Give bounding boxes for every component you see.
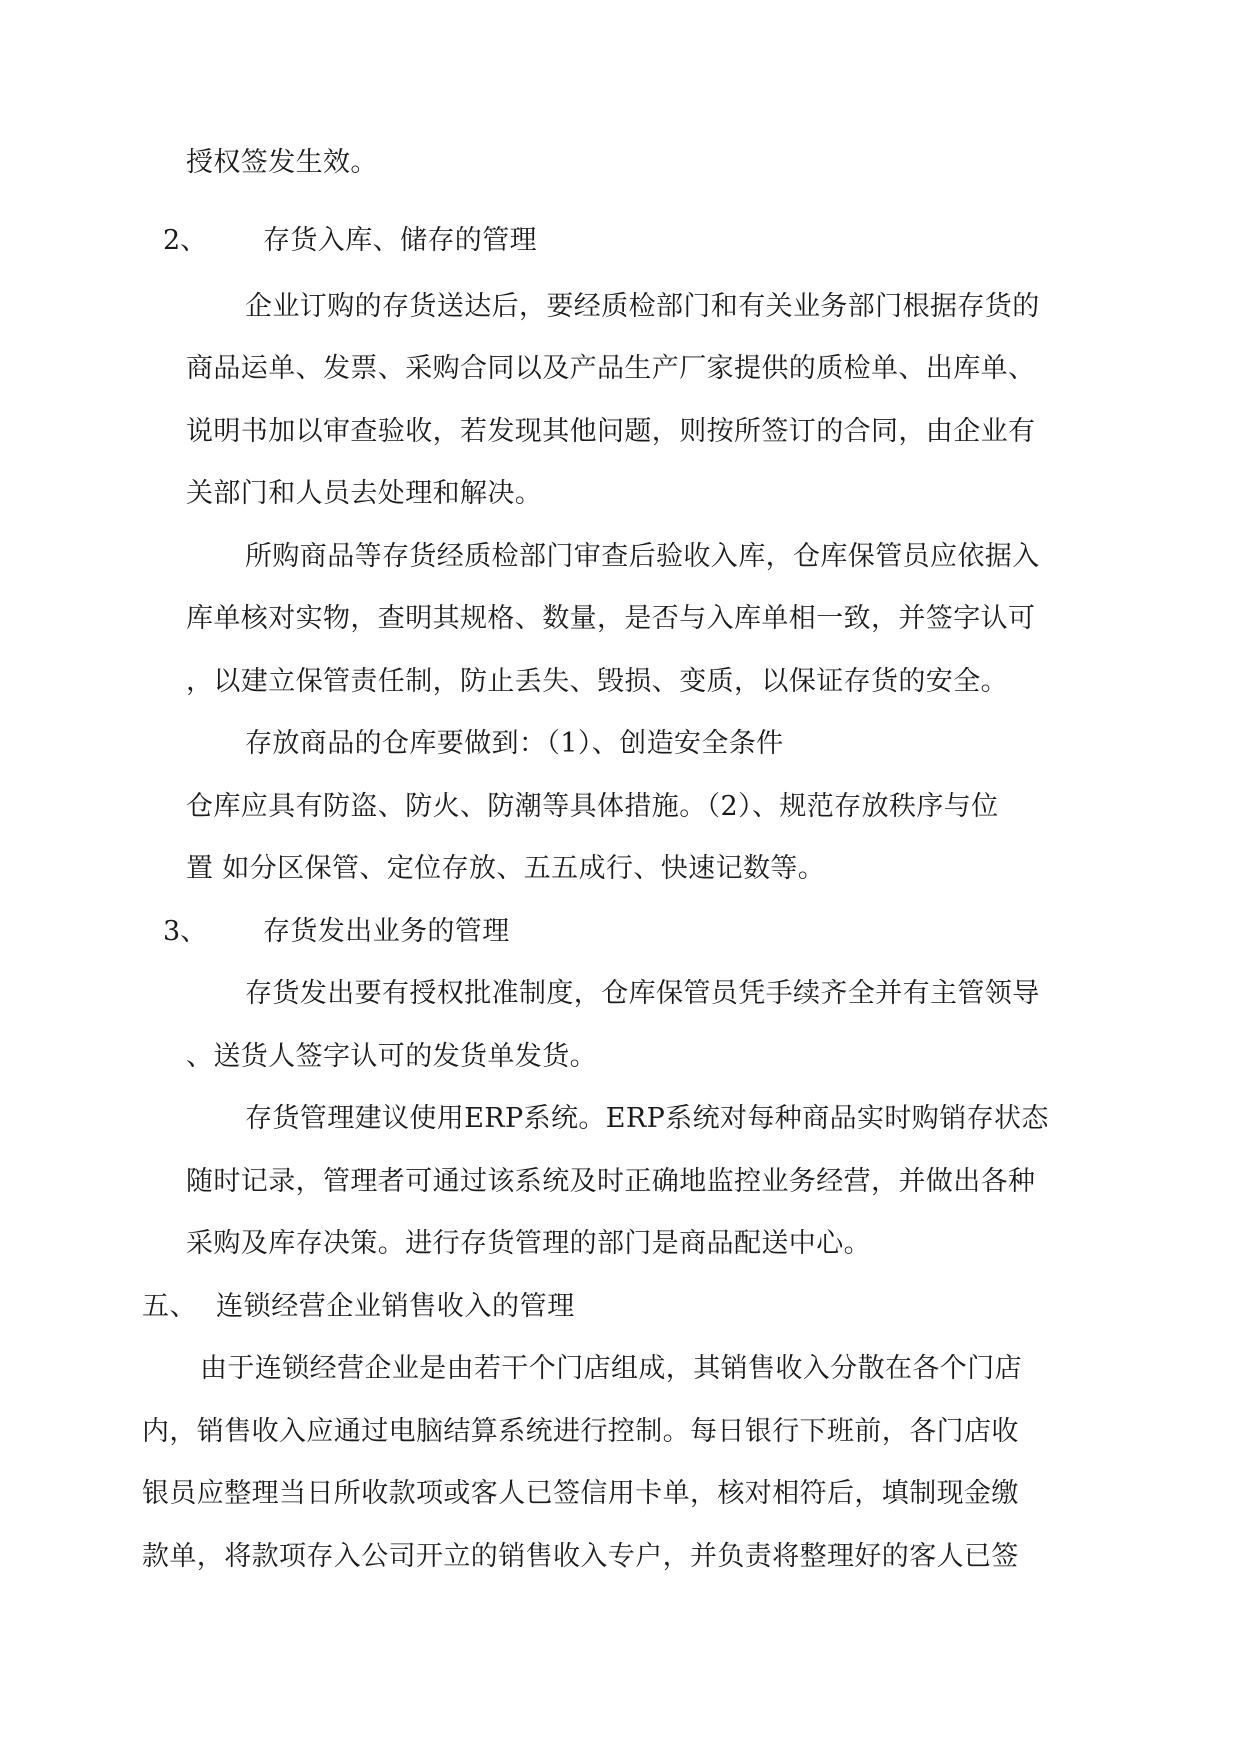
chapter-number-5: 五、 [142, 1291, 198, 1322]
text-line-1: 授权签发生效。 [186, 147, 378, 178]
text-line-16: 、送货人签字认可的发货单发货。 [186, 1041, 597, 1072]
section-title-3: 存货发出业务的管理 [263, 916, 510, 947]
text-line-23: 内，销售收入应通过电脑结算系统进行控制。每日银行下班前，各门店收 [142, 1416, 1019, 1447]
section-number-3: 3、 [163, 916, 208, 947]
section-title-2: 存货入库、储存的管理 [263, 225, 537, 256]
text-line-4: 商品运单、发票、采购合同以及产品生产厂家提供的质检单、出库单、 [186, 353, 1036, 384]
text-line-19: 采购及库存决策。进行存货管理的部门是商品配送中心。 [186, 1228, 871, 1259]
section-number-2: 2、 [163, 225, 208, 256]
text-line-5: 说明书加以审查验收，若发现其他问题，则按所签订的合同，由企业有 [186, 416, 1036, 447]
chapter-title-5: 连锁经营企业销售收入的管理 [216, 1291, 575, 1322]
text-line-11: 仓库应具有防盗、防火、防潮等具体措施。（2）、规范存放秩序与位 [186, 791, 999, 822]
text-line-22: 由于连锁经营企业是由若干个门店组成，其销售收入分散在各个门店 [200, 1353, 1022, 1384]
text-line-12: 置 如分区保管、定位存放、五五成行、快速记数等。 [186, 853, 826, 884]
text-line-15: 存货发出要有授权批准制度，仓库保管员凭手续齐全并有主管领导 [245, 978, 1040, 1009]
text-line-8: 库单核对实物，查明其规格、数量，是否与入库单相一致，并签字认可 [186, 603, 1036, 634]
text-line-24: 银员应整理当日所收款项或客人已签信用卡单，核对相符后，填制现金缴 [142, 1478, 1019, 1509]
text-line-3: 企业订购的存货送达后，要经质检部门和有关业务部门根据存货的 [245, 291, 1040, 322]
text-line-7: 所购商品等存货经质检部门审查后验收入库，仓库保管员应依据入 [245, 541, 1040, 572]
text-line-18: 随时记录，管理者可通过该系统及时正确地监控业务经营，并做出各种 [186, 1166, 1036, 1197]
text-line-17: 存货管理建议使用ERP系统。ERP系统对每种商品实时购销存状态 [245, 1103, 1049, 1134]
text-line-9: ，以建立保管责任制，防止丢失、毁损、变质，以保证存货的安全。 [186, 666, 1008, 697]
text-line-6: 关部门和人员去处理和解决。 [186, 478, 543, 509]
text-line-25: 款单，将款项存入公司开立的销售收入专户，并负责将整理好的客人已签 [142, 1541, 1019, 1572]
text-line-10: 存放商品的仓库要做到：（1）、创造安全条件 [245, 728, 784, 759]
